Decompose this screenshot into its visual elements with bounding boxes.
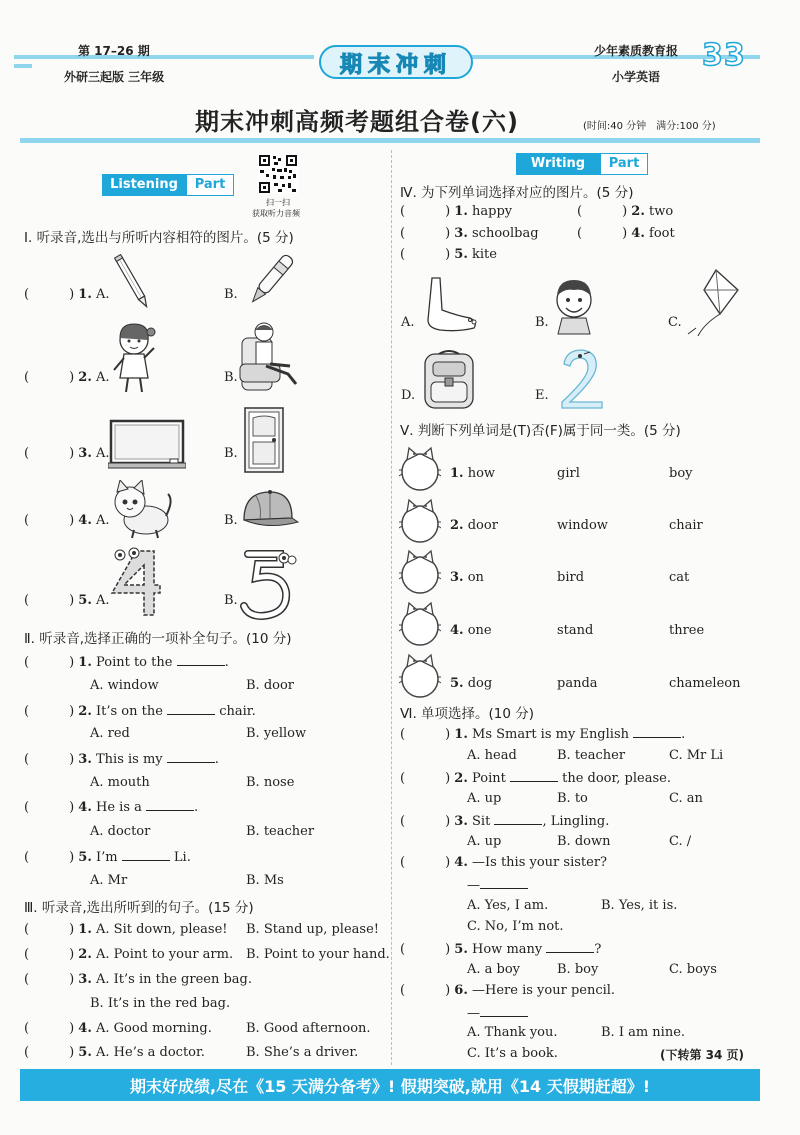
s6-q1: ( ) 1. Ms Smart is my English . — [400, 727, 686, 742]
s1-q2-b-label: B. — [224, 370, 238, 385]
s6-q1-c[interactable]: C. Mr Li — [669, 748, 724, 763]
answer-blank[interactable] — [167, 702, 215, 715]
answer-paren[interactable]: ( ) — [577, 204, 628, 219]
s5-q1-w2: girl — [557, 466, 580, 481]
door-icon — [243, 406, 285, 478]
s2-q5: ( ) 5. I’m Li. — [24, 850, 191, 865]
header-stripe-left — [14, 55, 314, 59]
s4-word-1: ( ) 1. happy — [400, 204, 513, 219]
s2-q2: ( ) 2. It’s on the chair. — [24, 704, 256, 719]
s6-q6: ( ) 6. —Here is your pencil. — [400, 983, 616, 998]
s6-q6-c[interactable]: C. It’s a book. — [467, 1046, 558, 1061]
s6-q4-reply: — — [467, 876, 528, 893]
answer-paren[interactable]: ( ) — [24, 287, 75, 302]
s4-pic-d-label: D. — [401, 388, 416, 403]
footer-banner — [20, 1069, 760, 1101]
answer-paren[interactable]: ( ) — [24, 922, 75, 937]
s3-q3: ( ) 3. A. It’s in the green bag. — [24, 972, 253, 987]
s4-word-3: ( ) 3. schoolbag — [400, 226, 539, 241]
answer-paren[interactable]: ( ) — [400, 727, 451, 742]
s1-q3: ( ) 3. A. — [24, 446, 110, 461]
s5-q3: 3. on — [450, 570, 484, 585]
happy-boy-icon — [550, 276, 598, 340]
s2-q1: ( ) 1. Point to the . — [24, 655, 229, 670]
answer-paren[interactable]: ( ) — [24, 704, 75, 719]
s6-q4-a[interactable]: A. Yes, I am. — [467, 898, 549, 913]
answer-blank[interactable] — [510, 769, 558, 782]
s3-q1: ( ) 1. A. Sit down, please! — [24, 922, 228, 937]
cat-face-answer-icon[interactable] — [399, 446, 441, 496]
writing-part-badge — [516, 153, 646, 175]
s6-q6-b[interactable]: B. I am nine. — [601, 1025, 686, 1040]
s4-pic-c-label: C. — [668, 315, 682, 330]
s6-q4-b[interactable]: B. Yes, it is. — [601, 898, 678, 913]
s3-q1-b[interactable]: B. Stand up, please! — [246, 922, 379, 937]
answer-paren[interactable]: ( ) — [400, 814, 451, 829]
s3-q2: ( ) 2. A. Point to your arm. — [24, 947, 234, 962]
s6-q1-a[interactable]: A. head — [467, 748, 517, 763]
s5-q4-w3: three — [669, 623, 705, 638]
s5-q5-w2: panda — [557, 676, 598, 691]
section-6-title: Ⅵ. 单项选择。(10 分) — [400, 706, 535, 722]
listening-part-badge — [102, 174, 232, 196]
answer-paren[interactable]: ( ) — [400, 226, 451, 241]
s5-q2-w2: window — [557, 518, 608, 533]
s1-q1: ( ) 1. A. — [24, 287, 110, 302]
s4-pic-b-label: B. — [535, 315, 549, 330]
s2-q5-a[interactable]: A. Mr — [90, 873, 128, 888]
exam-meta: (时间:40 分钟 满分:100 分) — [583, 121, 716, 132]
s6-q6-reply: — — [467, 1004, 528, 1021]
answer-blank[interactable] — [177, 653, 225, 666]
number-two-swan-icon — [556, 346, 608, 416]
s6-q3: ( ) 3. Sit , Lingling. — [400, 814, 610, 829]
answer-paren[interactable]: ( ) — [400, 771, 451, 786]
writing-part-label: Part — [600, 153, 648, 175]
s5-q5-w3: chameleon — [669, 676, 741, 691]
banner-title — [318, 44, 474, 80]
s5-q1: 1. how — [450, 466, 496, 481]
s2-q3: ( ) 3. This is my . — [24, 752, 219, 767]
answer-paren[interactable]: ( ) — [577, 226, 628, 241]
s3-q4: ( ) 4. A. Good morning. — [24, 1021, 212, 1036]
s5-q5: 5. dog — [450, 676, 493, 691]
s4-word-5: ( ) 5. kite — [400, 247, 497, 262]
s6-q5-c[interactable]: C. boys — [669, 962, 717, 977]
continued-note: (下转第 34 页) — [660, 1048, 745, 1062]
s6-q5: ( ) 5. How many ? — [400, 942, 602, 957]
foot-icon — [418, 276, 478, 342]
man-in-chair-icon — [236, 318, 302, 402]
s6-q2: ( ) 2. Point the door, please. — [400, 771, 671, 786]
answer-paren[interactable]: ( ) — [24, 593, 75, 608]
writing-label: Writing — [516, 153, 600, 175]
s5-q2: 2. door — [450, 518, 498, 533]
answer-paren[interactable]: ( ) — [24, 850, 75, 865]
s2-q3-a[interactable]: A. mouth — [90, 775, 150, 790]
answer-paren[interactable]: ( ) — [24, 513, 75, 528]
s6-q6-a[interactable]: A. Thank you. — [467, 1025, 558, 1040]
pen-icon — [240, 254, 300, 313]
s1-q5-b-label: B. — [224, 593, 238, 608]
edition-label: 外研三起版 三年级 — [64, 70, 165, 84]
subject-label: 小学英语 — [612, 70, 661, 84]
answer-paren[interactable]: ( ) — [24, 1045, 75, 1060]
page-title: 期末冲刺高频考题组合卷(六) — [195, 108, 519, 136]
s5-q1-w3: boy — [669, 466, 693, 481]
answer-paren[interactable]: ( ) — [400, 204, 451, 219]
footer-banner-text: 期末好成绩,尽在《15 天满分备考》! 假期突破,就用《14 天假期赶超》! — [130, 1077, 650, 1096]
page-number: 33 — [702, 38, 746, 73]
answer-paren[interactable]: ( ) — [24, 655, 75, 670]
s4-word-2: ( ) 2. two — [577, 204, 674, 219]
qr-code-icon — [258, 154, 298, 194]
section-5-title: Ⅴ. 判断下列单词是(T)否(F)属于同一类。(5 分) — [400, 423, 681, 439]
answer-blank[interactable] — [546, 940, 594, 953]
s2-q3-b[interactable]: B. nose — [246, 775, 295, 790]
newspaper-name: 少年素质教育报 — [594, 44, 679, 58]
answer-paren[interactable]: ( ) — [24, 446, 75, 461]
cat-face-answer-icon[interactable] — [399, 498, 441, 548]
s1-q2: ( ) 2. A. — [24, 370, 110, 385]
kite-icon — [684, 268, 740, 342]
s3-q3-b[interactable]: B. It’s in the red bag. — [90, 996, 231, 1011]
s6-q2-b[interactable]: B. to — [557, 791, 588, 806]
answer-paren[interactable]: ( ) — [400, 247, 451, 262]
s2-q4-b[interactable]: B. teacher — [246, 824, 315, 839]
s5-q4: 4. one — [450, 623, 492, 638]
s2-q1-b[interactable]: B. door — [246, 678, 295, 693]
s6-q3-c[interactable]: C. ∕ — [669, 834, 692, 849]
s1-q4-b-label: B. — [224, 513, 238, 528]
number-four-icon — [106, 547, 162, 623]
s4-pic-a-label: A. — [401, 315, 415, 330]
number-five-icon — [240, 548, 300, 624]
answer-blank[interactable] — [494, 812, 542, 825]
answer-paren[interactable]: ( ) — [24, 752, 75, 767]
s1-q1-b-label: B. — [224, 287, 238, 302]
s3-q4-b[interactable]: B. Good afternoon. — [246, 1021, 371, 1036]
section-2-title: Ⅱ. 听录音,选择正确的一项补全句子。(10 分) — [24, 631, 292, 647]
s3-q5: ( ) 5. A. He’s a doctor. — [24, 1045, 205, 1060]
listening-part-label: Part — [186, 174, 234, 196]
s5-q3-w2: bird — [557, 570, 585, 585]
schoolbag-icon — [417, 348, 481, 414]
answer-blank[interactable] — [480, 1004, 528, 1017]
s3-q5-b[interactable]: B. She’s a driver. — [246, 1045, 359, 1060]
s6-q5-b[interactable]: B. boy — [557, 962, 599, 977]
pencil-icon — [108, 252, 158, 316]
s6-q4-c[interactable]: C. No, I’m not. — [467, 919, 564, 934]
s1-q4: ( ) 4. A. — [24, 513, 110, 528]
answer-paren[interactable]: ( ) — [24, 800, 75, 815]
answer-blank[interactable] — [167, 750, 215, 763]
s5-q4-w2: stand — [557, 623, 594, 638]
s2-q5-b[interactable]: B. Ms — [246, 873, 284, 888]
banner-text: 期末冲刺 — [339, 53, 452, 78]
girl-icon — [106, 318, 164, 402]
header-stripe-left-2 — [14, 64, 32, 68]
cap-icon — [238, 486, 300, 538]
qr-scan-text: 扫一扫 — [266, 198, 290, 207]
answer-paren[interactable]: ( ) — [24, 947, 75, 962]
answer-blank[interactable] — [480, 876, 528, 889]
blackboard-icon — [108, 418, 186, 474]
answer-blank[interactable] — [633, 725, 681, 738]
answer-blank[interactable] — [146, 798, 194, 811]
s6-q2-c[interactable]: C. an — [669, 791, 703, 806]
answer-blank[interactable] — [122, 848, 170, 861]
column-divider — [391, 150, 392, 1065]
s4-word-4: ( ) 4. foot — [577, 226, 675, 241]
title-underline — [20, 138, 760, 143]
s1-q5: ( ) 5. A. — [24, 593, 110, 608]
issue-label: 第 17–26 期 — [78, 44, 150, 58]
s4-pic-e-label: E. — [535, 388, 549, 403]
answer-paren[interactable]: ( ) — [400, 855, 451, 870]
s2-q1-a[interactable]: A. window — [90, 678, 159, 693]
s5-q2-w3: chair — [669, 518, 703, 533]
answer-paren[interactable]: ( ) — [24, 370, 75, 385]
qr-audio-text: 获取听力音频 — [252, 209, 300, 218]
cat-icon — [104, 480, 174, 544]
s6-q2-a[interactable]: A. up — [467, 791, 502, 806]
s1-q3-b-label: B. — [224, 446, 238, 461]
cat-face-answer-icon[interactable] — [399, 549, 441, 599]
section-3-title: Ⅲ. 听录音,选出所听到的句子。(15 分) — [24, 900, 254, 916]
cat-face-answer-icon[interactable] — [399, 601, 441, 651]
answer-paren[interactable]: ( ) — [400, 983, 451, 998]
s6-q5-a[interactable]: A. a boy — [467, 962, 521, 977]
s5-q3-w3: cat — [669, 570, 690, 585]
answer-paren[interactable]: ( ) — [400, 942, 451, 957]
answer-paren[interactable]: ( ) — [24, 1021, 75, 1036]
s3-q2-b[interactable]: B. Point to your hand. — [246, 947, 390, 962]
s6-q3-a[interactable]: A. up — [467, 834, 502, 849]
s6-q3-b[interactable]: B. down — [557, 834, 611, 849]
s6-q1-b[interactable]: B. teacher — [557, 748, 626, 763]
s2-q4-a[interactable]: A. doctor — [90, 824, 151, 839]
qr-code[interactable] — [258, 154, 298, 194]
listening-label: Listening — [102, 174, 186, 196]
section-1-title: Ⅰ. 听录音,选出与所听内容相符的图片。(5 分) — [24, 230, 294, 246]
section-4-title: Ⅳ. 为下列单词选择对应的图片。(5 分) — [400, 185, 634, 201]
s2-q4: ( ) 4. He is a . — [24, 800, 199, 815]
s2-q2-a[interactable]: A. red — [90, 726, 130, 741]
answer-paren[interactable]: ( ) — [24, 972, 75, 987]
s6-q4: ( ) 4. —Is this your sister? — [400, 855, 608, 870]
s2-q2-b[interactable]: B. yellow — [246, 726, 307, 741]
cat-face-answer-icon[interactable] — [399, 653, 441, 703]
